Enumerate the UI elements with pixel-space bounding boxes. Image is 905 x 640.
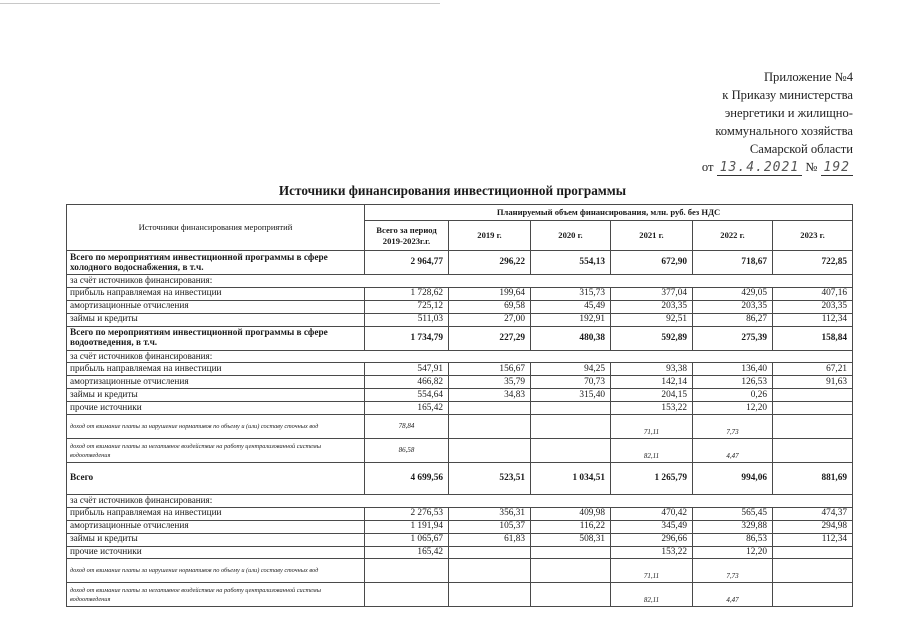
- annex-line-5: Самарской области: [749, 142, 853, 156]
- value-cell: 315,73: [531, 287, 611, 300]
- value-cell: 1 034,51: [531, 463, 611, 495]
- value-cell: 204,15: [611, 389, 693, 402]
- value-cell: 12,20: [693, 402, 773, 415]
- value-cell: 203,35: [611, 300, 693, 313]
- row-label: прибыль направляемая на инвестиции: [67, 363, 365, 376]
- value-cell: 158,84: [773, 326, 853, 350]
- table-row: [67, 520, 853, 533]
- value-cell: 722,85: [773, 251, 853, 275]
- value-cell: [449, 546, 531, 559]
- value-cell: 70,73: [531, 376, 611, 389]
- income-value-cell: [773, 559, 853, 583]
- row-label: амортизационные отчисления: [67, 300, 365, 313]
- income-value-cell: 82,11: [611, 583, 693, 607]
- value-cell: 45,49: [531, 300, 611, 313]
- row-label: прибыль направляемая на инвестиции: [67, 507, 365, 520]
- table-row: [67, 313, 853, 326]
- value-cell: 565,45: [693, 507, 773, 520]
- income-value-cell: [365, 559, 449, 583]
- value-cell: 294,98: [773, 520, 853, 533]
- value-cell: 1 728,62: [365, 287, 449, 300]
- value-cell: 61,83: [449, 533, 531, 546]
- annex-line-3: энергетики и жилищно-: [724, 106, 853, 120]
- value-cell: 12,20: [693, 546, 773, 559]
- value-cell: [531, 546, 611, 559]
- annex-date-line: [702, 158, 853, 177]
- income-value-cell: [531, 583, 611, 607]
- value-cell: 329,88: [693, 520, 773, 533]
- value-cell: 153,22: [611, 546, 693, 559]
- value-cell: 881,69: [773, 463, 853, 495]
- income-value-cell: 7,73: [693, 559, 773, 583]
- subhead-row: [67, 495, 853, 508]
- header-row-1: [67, 205, 853, 221]
- table-row: [67, 300, 853, 313]
- value-cell: 275,39: [693, 326, 773, 350]
- income-row: [67, 439, 853, 463]
- col-source-header: Источники финансирования мероприятий: [67, 205, 365, 251]
- value-cell: 2 964,77: [365, 251, 449, 275]
- table-row: [67, 389, 853, 402]
- grand-total-row: [67, 463, 853, 495]
- col-year-2020: 2020 г.: [531, 221, 611, 251]
- value-cell: 86,27: [693, 313, 773, 326]
- subhead-label: за счёт источников финансирования:: [67, 495, 853, 508]
- value-cell: 112,34: [773, 313, 853, 326]
- income-value-cell: 86,58: [365, 439, 449, 463]
- value-cell: 592,89: [611, 326, 693, 350]
- row-label: займы и кредиты: [67, 313, 365, 326]
- value-cell: 554,13: [531, 251, 611, 275]
- value-cell: 672,90: [611, 251, 693, 275]
- income-value-cell: 7,73: [693, 415, 773, 439]
- income-value-cell: [365, 583, 449, 607]
- table-row: [67, 402, 853, 415]
- value-cell: [531, 402, 611, 415]
- income-label: доход от взимание платы за негативное воздействие на работу централизованной системы водоотведения: [67, 583, 365, 607]
- value-cell: 2 276,53: [365, 507, 449, 520]
- income-value-cell: [531, 439, 611, 463]
- value-cell: 296,22: [449, 251, 531, 275]
- value-cell: 407,16: [773, 287, 853, 300]
- table-row: [67, 363, 853, 376]
- col-year-2022: 2022 г.: [693, 221, 773, 251]
- value-cell: 0,26: [693, 389, 773, 402]
- value-cell: 112,34: [773, 533, 853, 546]
- income-value-cell: 71,11: [611, 415, 693, 439]
- value-cell: 94,25: [531, 363, 611, 376]
- table-row: [67, 287, 853, 300]
- value-cell: 34,83: [449, 389, 531, 402]
- income-row: [67, 583, 853, 607]
- income-value-cell: [531, 415, 611, 439]
- table-row: [67, 376, 853, 389]
- value-cell: 547,91: [365, 363, 449, 376]
- value-cell: [773, 546, 853, 559]
- subhead-row: [67, 275, 853, 288]
- value-cell: 511,03: [365, 313, 449, 326]
- value-cell: 296,66: [611, 533, 693, 546]
- value-cell: 1 191,94: [365, 520, 449, 533]
- col-year-2019: 2019 г.: [449, 221, 531, 251]
- income-value-cell: [531, 559, 611, 583]
- row-label: займы и кредиты: [67, 533, 365, 546]
- group-header: Планируемый объем финансирования, млн. руб. без НДС: [365, 205, 853, 221]
- value-cell: 1 065,67: [365, 533, 449, 546]
- row-label: Всего по мероприятиям инвестиционной программы в сфере холодного водоснабжения, в т.ч.: [67, 251, 365, 275]
- annex-header: [702, 68, 853, 177]
- value-cell: 523,51: [449, 463, 531, 495]
- value-cell: 27,00: [449, 313, 531, 326]
- annex-line-4: коммунального хозяйства: [715, 124, 853, 138]
- value-cell: 994,06: [693, 463, 773, 495]
- value-cell: 126,53: [693, 376, 773, 389]
- value-cell: 203,35: [773, 300, 853, 313]
- value-cell: 480,38: [531, 326, 611, 350]
- number-label: №: [805, 160, 818, 174]
- col-year-2023: 2023 г.: [773, 221, 853, 251]
- section-wastewater-total: [67, 326, 853, 350]
- value-cell: 725,12: [365, 300, 449, 313]
- value-cell: 69,58: [449, 300, 531, 313]
- handwritten-number: 192: [821, 160, 853, 176]
- row-label: Всего по мероприятиям инвестиционной программы в сфере водоотведения, в т.ч.: [67, 326, 365, 350]
- income-value-cell: 82,11: [611, 439, 693, 463]
- income-row: [67, 559, 853, 583]
- income-value-cell: 78,84: [365, 415, 449, 439]
- value-cell: 192,91: [531, 313, 611, 326]
- value-cell: 466,82: [365, 376, 449, 389]
- value-cell: 4 699,56: [365, 463, 449, 495]
- value-cell: 91,63: [773, 376, 853, 389]
- section-cold-water-total: [67, 251, 853, 275]
- value-cell: 153,22: [611, 402, 693, 415]
- row-label: Всего: [67, 463, 365, 495]
- value-cell: 156,67: [449, 363, 531, 376]
- income-label: доход от взимание платы за нарушение нормативов по объему и (или) составу сточных вод: [67, 415, 365, 439]
- income-value-cell: 4,47: [693, 439, 773, 463]
- income-value-cell: [449, 439, 531, 463]
- annex-line-2: к Приказу министерства: [722, 88, 853, 102]
- value-cell: 86,53: [693, 533, 773, 546]
- value-cell: 409,98: [531, 507, 611, 520]
- value-cell: [773, 402, 853, 415]
- row-label: амортизационные отчисления: [67, 520, 365, 533]
- table-row: [67, 546, 853, 559]
- subhead-label: за счёт источников финансирования:: [67, 275, 853, 288]
- value-cell: 116,22: [531, 520, 611, 533]
- value-cell: 474,37: [773, 507, 853, 520]
- value-cell: 554,64: [365, 389, 449, 402]
- col-total-header: Всего за период 2019-2023г.г.: [365, 221, 449, 251]
- value-cell: [773, 389, 853, 402]
- value-cell: 35,79: [449, 376, 531, 389]
- value-cell: 67,21: [773, 363, 853, 376]
- row-label: амортизационные отчисления: [67, 376, 365, 389]
- value-cell: 203,35: [693, 300, 773, 313]
- value-cell: 165,42: [365, 402, 449, 415]
- value-cell: 199,64: [449, 287, 531, 300]
- table-row: [67, 533, 853, 546]
- income-label: доход от взимание платы за негативное воздействие на работу централизованной системы водоотведения: [67, 439, 365, 463]
- income-value-cell: [773, 415, 853, 439]
- value-cell: [449, 402, 531, 415]
- value-cell: 136,40: [693, 363, 773, 376]
- value-cell: 377,04: [611, 287, 693, 300]
- value-cell: 429,05: [693, 287, 773, 300]
- scan-top-edge-line: [0, 3, 440, 4]
- value-cell: 718,67: [693, 251, 773, 275]
- from-label: от: [701, 160, 714, 174]
- value-cell: 508,31: [531, 533, 611, 546]
- handwritten-date: 13.4.2021: [717, 160, 802, 176]
- row-label: займы и кредиты: [67, 389, 365, 402]
- value-cell: 92,51: [611, 313, 693, 326]
- income-value-cell: 4,47: [693, 583, 773, 607]
- value-cell: 142,14: [611, 376, 693, 389]
- income-value-cell: [449, 583, 531, 607]
- income-value-cell: [449, 415, 531, 439]
- value-cell: 165,42: [365, 546, 449, 559]
- col-year-2021: 2021 г.: [611, 221, 693, 251]
- row-label: прочие источники: [67, 402, 365, 415]
- income-row: [67, 415, 853, 439]
- document-title: Источники финансирования инвестиционной программы: [278, 183, 627, 198]
- income-value-cell: 71,11: [611, 559, 693, 583]
- value-cell: 1 734,79: [365, 326, 449, 350]
- subhead-label: за счёт источников финансирования:: [67, 350, 853, 363]
- income-value-cell: [773, 583, 853, 607]
- value-cell: 93,38: [611, 363, 693, 376]
- income-value-cell: [449, 559, 531, 583]
- table-row: [67, 507, 853, 520]
- value-cell: 105,37: [449, 520, 531, 533]
- income-value-cell: [773, 439, 853, 463]
- annex-line-1: Приложение №4: [763, 70, 853, 84]
- value-cell: 1 265,79: [611, 463, 693, 495]
- value-cell: 315,40: [531, 389, 611, 402]
- row-label: прибыль направляемая на инвестиции: [67, 287, 365, 300]
- row-label: прочие источники: [67, 546, 365, 559]
- subhead-row: [67, 350, 853, 363]
- value-cell: 470,42: [611, 507, 693, 520]
- value-cell: 345,49: [611, 520, 693, 533]
- income-label: доход от взимание платы за нарушение нормативов по объему и (или) составу сточных вод: [67, 559, 365, 583]
- value-cell: 227,29: [449, 326, 531, 350]
- financing-table: [66, 204, 853, 607]
- value-cell: 356,31: [449, 507, 531, 520]
